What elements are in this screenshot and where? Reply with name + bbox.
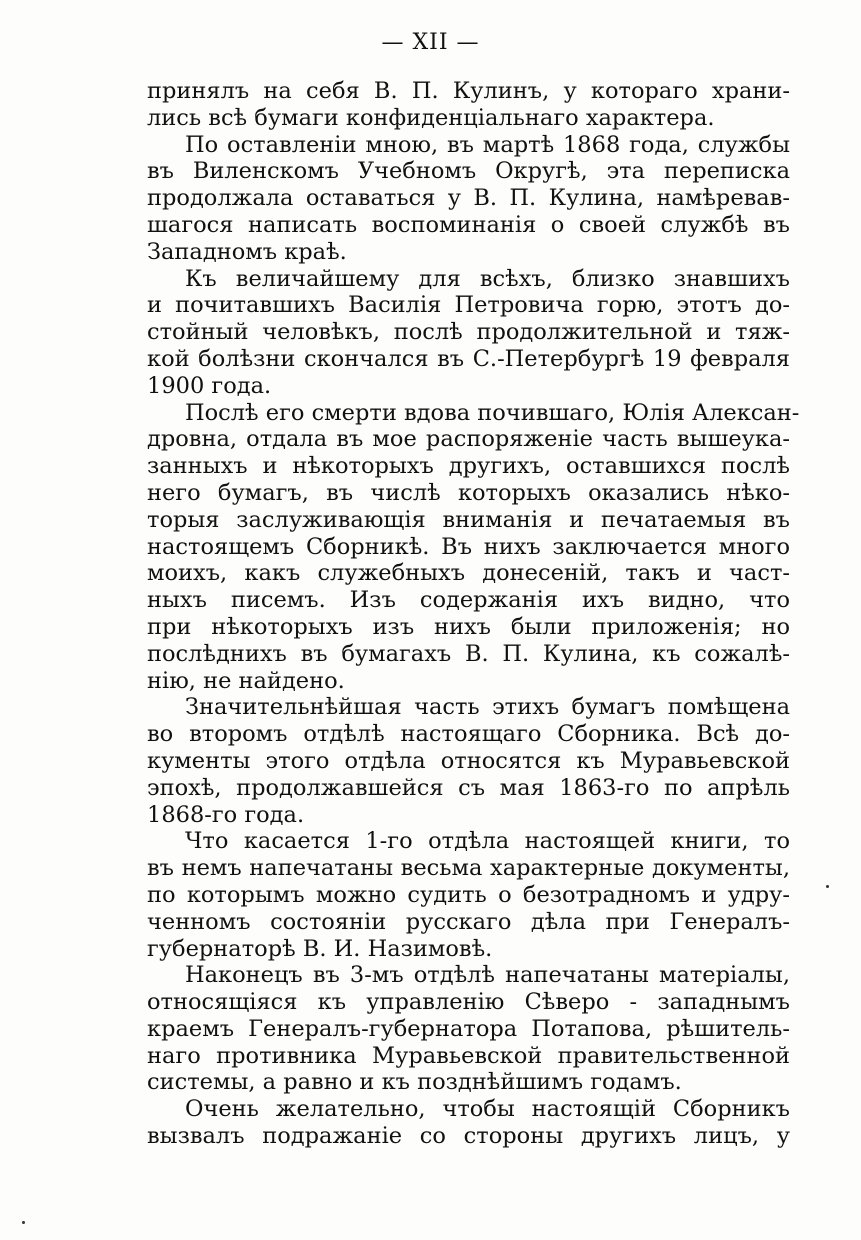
text-line: во второмъ отдѣлѣ настоящаго Сборника. Всѣ до-	[147, 721, 790, 748]
text-line: краемъ Генералъ-губернатора Потапова, рѣшитель-	[147, 1015, 790, 1042]
text-line: системы, а равно и къ позднѣйшимъ годамъ.	[147, 1069, 682, 1096]
text-line: шагося написать воспоминанія о своей службѣ въ	[147, 211, 790, 238]
text-line: Значительнѣйшая часть этихъ бумагъ помѣщена	[185, 694, 790, 721]
text-line: кументы этого отдѣла относятся къ Муравьевской	[147, 747, 790, 774]
text-line: него бумагъ, въ числѣ которыхъ оказались нѣко-	[147, 479, 790, 506]
text-line: моихъ, какъ служебныхъ донесеній, такъ и част-	[147, 560, 790, 587]
text-line: принялъ на себя В. П. Кулинъ, у котораго храни-	[147, 78, 790, 104]
text-line: дровна, отдала въ мое распоряженіе часть вышеука-	[147, 426, 790, 453]
text-line: по которымъ можно судить о безотрадномъ и удру-	[147, 881, 790, 908]
text-line: Что касается 1-го отдѣла настоящей книги, то	[185, 828, 790, 855]
page-number: — XII —	[381, 30, 480, 55]
text-line: Западномъ краѣ.	[147, 238, 347, 265]
text-line: Наконецъ въ 3-мъ отдѣлѣ напечатаны матеріалы,	[185, 962, 790, 989]
text-line: послѣднихъ въ бумагахъ В. П. Кулина, къ сожалѣ-	[147, 640, 790, 667]
text-line: наго противника Муравьевской правительственной	[147, 1042, 790, 1069]
text-line: относящіяся къ управленію Сѣверо - западнымъ	[147, 989, 790, 1016]
text-line: продолжала оставаться у В. П. Кулина, намѣревав-	[147, 185, 790, 212]
text-line: въ немъ напечатаны весьма характерные документы,	[147, 855, 790, 882]
text-line: Очень желательно, чтобы настоящій Сборникъ	[185, 1096, 790, 1123]
body-text	[147, 78, 800, 1150]
text-line: губернаторѣ В. И. Назимовѣ.	[147, 935, 493, 962]
text-line: По оставленіи мною, въ мартѣ 1868 года, службы	[185, 131, 790, 158]
text-line: лись всѣ бумаги конфиденціальнаго характера.	[147, 104, 715, 131]
text-line: Къ величайшему для всѣхъ, близко знавшихъ	[185, 265, 790, 292]
text-line: Послѣ его смерти вдова почившаго, Юлія Алексан-	[185, 399, 800, 426]
text-line: кой болѣзни скончался въ С.-Петербургѣ 19 февраля	[147, 345, 790, 372]
text-line: 1868-го года.	[147, 801, 305, 828]
text-line: ченномъ состояніи русскаго дѣла при Генералъ-	[147, 908, 790, 935]
text-line: торыя заслуживающія вниманія и печатаемыя въ	[147, 506, 790, 533]
text-line: настоящемъ Сборникѣ. Въ нихъ заключается много	[147, 533, 790, 560]
text-line: вызвалъ подражаніе со стороны другихъ лицъ, у	[147, 1123, 790, 1150]
text-line: эпохѣ, продолжавшейся съ мая 1863-го по апрѣль	[147, 774, 790, 801]
text-line: ныхъ писемъ. Изъ содержанія ихъ видно, что	[147, 587, 790, 614]
text-line: при нѣкоторыхъ изъ нихъ были приложенія; но	[147, 613, 790, 640]
text-line: нію, не найдено.	[147, 667, 345, 694]
text-line: стойный человѣкъ, послѣ продолжительной и тяж-	[147, 319, 790, 346]
text-line: 1900 года.	[147, 372, 272, 399]
text-line: въ Виленскомъ Учебномъ Округѣ, эта переписка	[147, 158, 790, 185]
text-line: занныхъ и нѣкоторыхъ другихъ, оставшихся послѣ	[147, 453, 790, 480]
print-speck	[22, 1221, 25, 1224]
text-line: и почитавшихъ Василія Петровича горю, этотъ до-	[147, 292, 790, 319]
print-speck	[826, 885, 829, 888]
